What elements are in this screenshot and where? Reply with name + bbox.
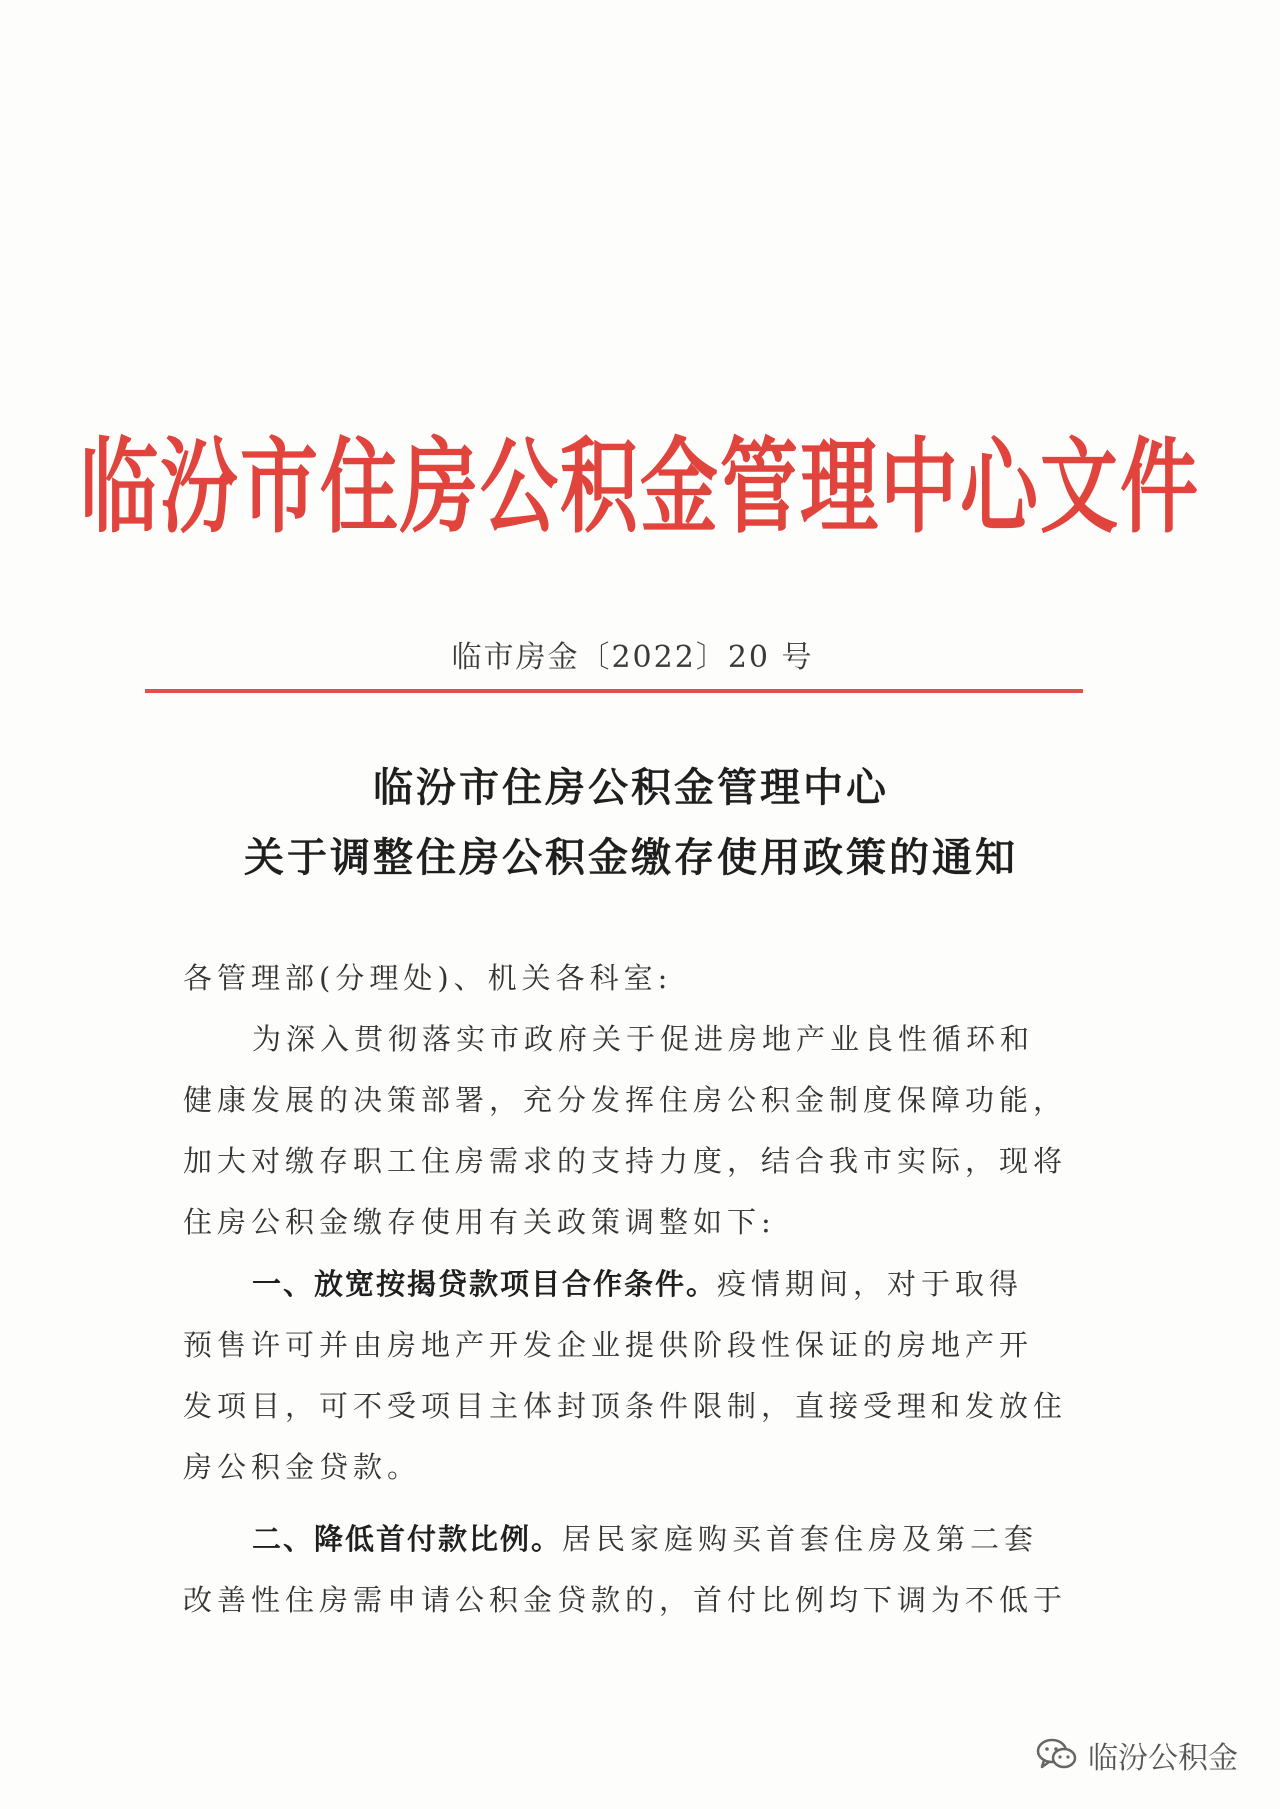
intro-line-2: 健康发展的决策部署，充分发挥住房公积金制度保障功能，: [183, 1083, 1068, 1117]
notice-title-line-2: 关于调整住房公积金缴存使用政策的通知: [244, 835, 1018, 881]
item-2-line-2: 改善性住房需申请公积金贷款的，首付比例均下调为不低于: [183, 1583, 1068, 1617]
item-2-heading: 二、降低首付款比例。: [252, 1522, 563, 1556]
item-1-line-2: 预售许可并由房地产开发企业提供阶段性保证的房地产开: [183, 1328, 1034, 1362]
salutation: 各管理部(分理处)、机关各科室:: [183, 961, 673, 995]
item-1-line-3: 发项目，可不受项目主体封顶条件限制，直接受理和发放住: [183, 1389, 1068, 1423]
wechat-icon: [1036, 1737, 1078, 1773]
issuer-header-title: 临汾市住房公积金管理中心文件: [79, 428, 1200, 548]
item-1-lead-text: 疫情期间，对于取得: [717, 1267, 1024, 1301]
intro-line-1: 为深入贯彻落实市政府关于促进房地产业良性循环和: [252, 1022, 1035, 1056]
item-1-heading: 一、放宽按揭贷款项目合作条件。: [252, 1267, 718, 1301]
notice-title-line-1: 临汾市住房公积金管理中心: [373, 765, 889, 811]
red-separator-line: [145, 689, 1083, 693]
item-2-first-line: [252, 1517, 1038, 1558]
watermark-label: 临汾公积金: [1088, 1741, 1238, 1776]
document-number: 临市房金〔2022〕20 号: [451, 640, 814, 675]
intro-line-3: 加大对缴存职工住房需求的支持力度，结合我市实际，现将: [183, 1144, 1068, 1178]
item-1-line-4: 房公积金贷款。: [183, 1450, 422, 1484]
item-2-lead-text: 居民家庭购买首套住房及第二套: [562, 1522, 1039, 1556]
wechat-watermark: [1036, 1730, 1238, 1780]
item-1-first-line: [252, 1262, 1023, 1303]
intro-line-4: 住房公积金缴存使用有关政策调整如下:: [183, 1205, 776, 1239]
